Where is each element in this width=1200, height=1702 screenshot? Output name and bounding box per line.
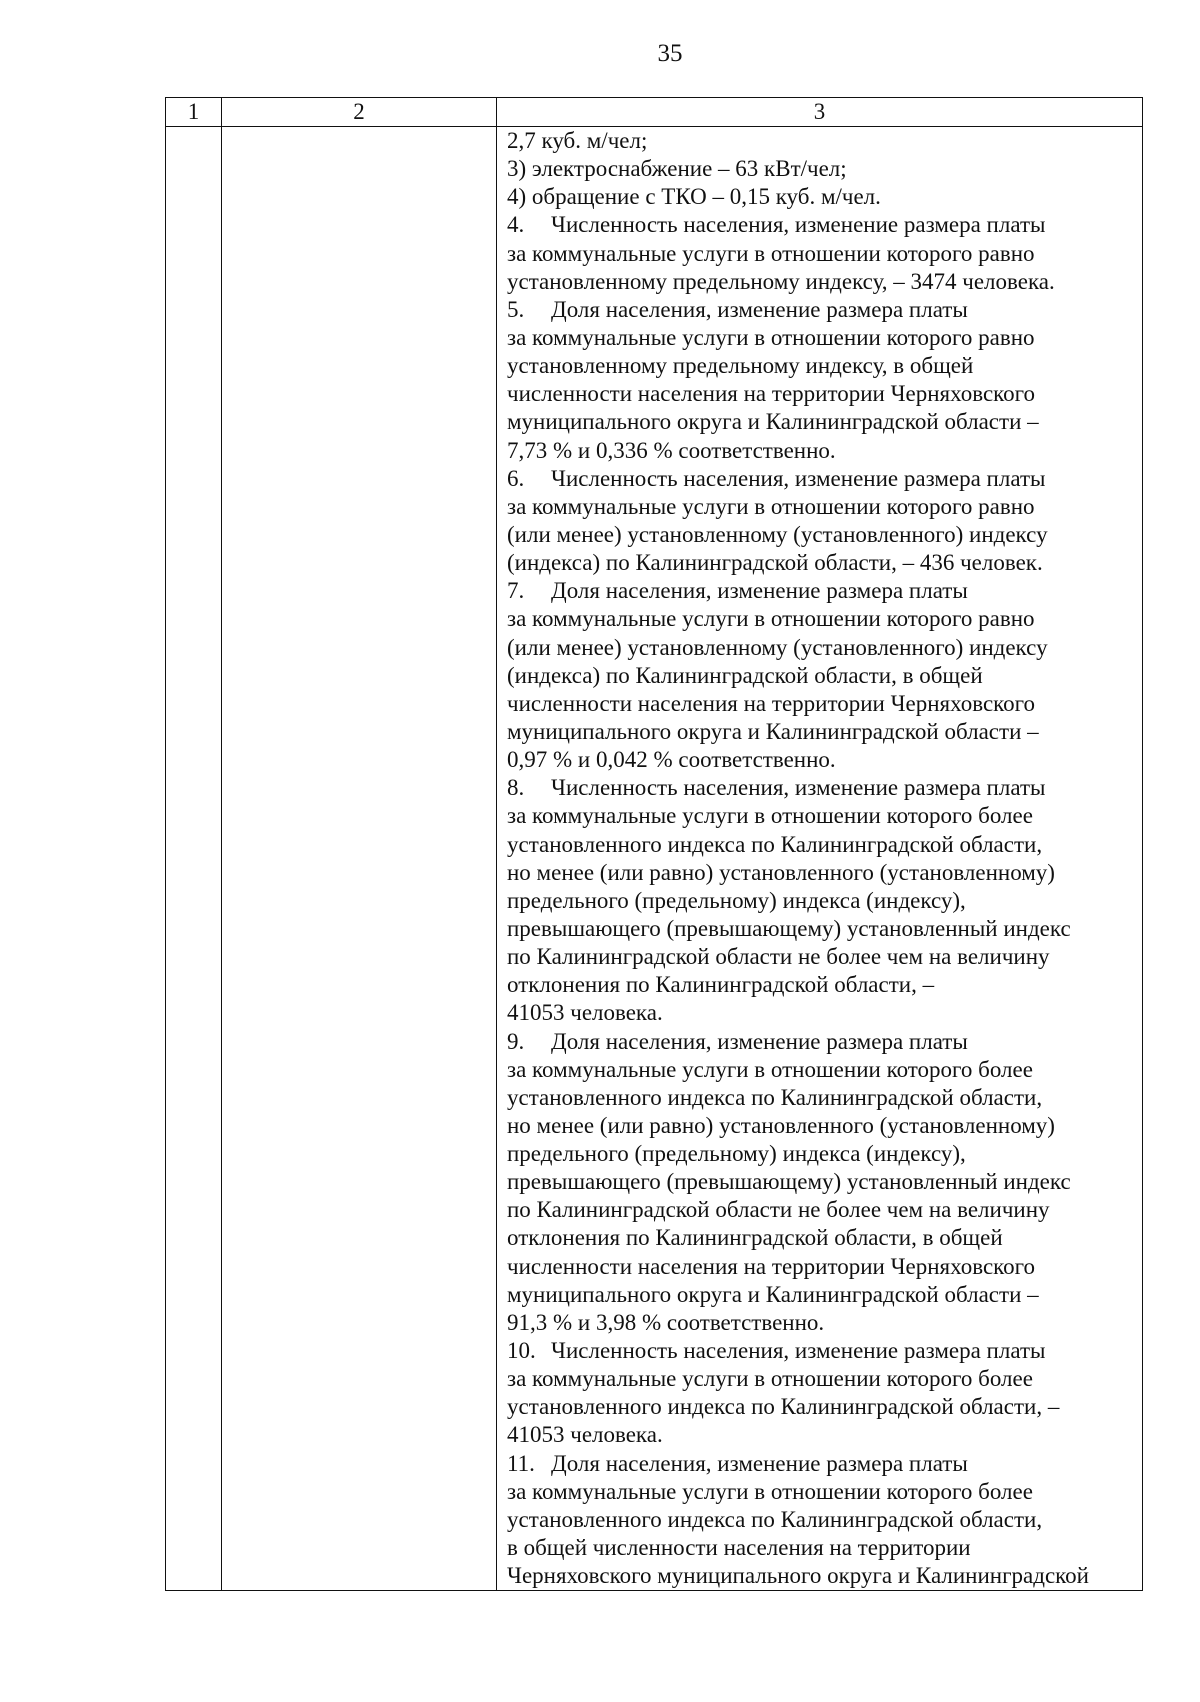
text-line [507, 268, 1138, 296]
line-text: Доля населения, изменение размера платы [551, 296, 968, 322]
item-number: 5. [507, 296, 525, 322]
table-body-row [166, 127, 1143, 1591]
text-line [507, 324, 1138, 352]
text-line [507, 774, 1138, 802]
line-text: (или менее) установленному (установленного) индексу [507, 634, 1048, 660]
line-text: численности населения на территории Черняховского [507, 690, 1036, 716]
line-text: Доля населения, изменение размера платы [551, 578, 968, 604]
text-line [507, 1084, 1138, 1112]
line-text: за коммунальные услуги в отношении которого более [507, 1478, 1033, 1504]
text-line [507, 521, 1138, 549]
item-number: 10. [507, 1338, 536, 1364]
page-number: 35 [657, 40, 683, 67]
table-header-row [166, 98, 1143, 127]
line-text: муниципального округа и Калининградской области – [507, 1281, 1039, 1307]
line-text: за коммунальные услуги в отношении которого равно [507, 493, 1035, 519]
document-table [165, 97, 1143, 1591]
text-line [507, 1337, 1138, 1365]
text-line [507, 577, 1138, 605]
text-line [507, 183, 1138, 211]
text-line [507, 1506, 1138, 1534]
text-line [507, 746, 1138, 774]
line-text: Доля населения, изменение размера платы [551, 1450, 968, 1476]
text-line [507, 408, 1138, 436]
line-text: (или менее) установленному (установленного) индексу [507, 521, 1048, 547]
line-text: установленному предельному индексу, – 3474 человека. [507, 268, 1055, 294]
text-line [507, 1028, 1138, 1056]
text-line [507, 662, 1138, 690]
line-text: установленного индекса по Калининградской области, – [507, 1394, 1060, 1420]
line-text: 41053 человека. [507, 1422, 663, 1448]
line-text: муниципального округа и Калининградской области – [507, 718, 1039, 744]
text-line [507, 465, 1138, 493]
text-line [507, 1421, 1138, 1449]
line-text: (индекса) по Калининградской области, – 436 человек. [507, 550, 1043, 576]
text-line [507, 605, 1138, 633]
text-line [507, 1140, 1138, 1168]
line-text: (индекса) по Калининградской области, в общей [507, 662, 983, 688]
line-text: но менее (или равно) установленного (установленному) [507, 1112, 1055, 1138]
text-line [507, 971, 1138, 999]
text-line [507, 1478, 1138, 1506]
line-text: предельного (предельному) индекса (индексу), [507, 887, 966, 913]
text-line [507, 155, 1138, 183]
line-text: установленному предельному индексу, в общей [507, 353, 974, 379]
text-line [507, 1168, 1138, 1196]
text-line [507, 1224, 1138, 1252]
text-line [507, 915, 1138, 943]
column-header-2: 2 [222, 98, 497, 127]
text-line [507, 1562, 1138, 1590]
line-text: 3) электроснабжение – 63 кВт/чел; [507, 156, 847, 182]
line-text: Численность населения, изменение размера платы [551, 212, 1046, 238]
item-number: 7. [507, 578, 525, 604]
text-line [507, 1196, 1138, 1224]
line-text: численности населения на территории Черняховского [507, 1253, 1036, 1279]
text-line [507, 1281, 1138, 1309]
item-number: 6. [507, 465, 525, 491]
line-text: Доля населения, изменение размера платы [551, 1028, 968, 1054]
line-text: муниципального округа и Калининградской области – [507, 409, 1039, 435]
line-text: установленного индекса по Калининградской области, [507, 1506, 1043, 1532]
text-line [507, 211, 1138, 239]
line-text: за коммунальные услуги в отношении которого более [507, 1056, 1033, 1082]
text-line [507, 1393, 1138, 1421]
line-text: установленного индекса по Калининградской области, [507, 1084, 1043, 1110]
text-line [507, 859, 1138, 887]
text-line [507, 493, 1138, 521]
line-text: за коммунальные услуги в отношении которого равно [507, 240, 1035, 266]
line-text: за коммунальные услуги в отношении которого равно [507, 324, 1035, 350]
line-text: по Калининградской области не более чем на величину [507, 944, 1050, 970]
column-1-cell [166, 127, 222, 1591]
line-text: 7,73 % и 0,336 % соответственно. [507, 437, 836, 463]
line-text: Черняховского муниципального округа и Калининградской [507, 1563, 1089, 1589]
text-line [507, 352, 1138, 380]
text-line [507, 802, 1138, 830]
line-text: превышающего (превышающему) установленный индекс [507, 915, 1071, 941]
text-line [507, 1450, 1138, 1478]
column-header-3: 3 [497, 98, 1143, 127]
item-number: 8. [507, 775, 525, 801]
text-line [507, 690, 1138, 718]
text-line [507, 999, 1138, 1027]
item-number: 9. [507, 1028, 525, 1054]
text-line [507, 437, 1138, 465]
line-text: за коммунальные услуги в отношении которого более [507, 1366, 1033, 1392]
line-text: Численность населения, изменение размера платы [551, 465, 1046, 491]
line-text: предельного (предельному) индекса (индексу), [507, 1141, 966, 1167]
text-line [507, 127, 1138, 155]
line-text: численности населения на территории Черняховского [507, 381, 1036, 407]
text-line [507, 1365, 1138, 1393]
column-3-cell [497, 127, 1143, 1591]
text-line [507, 943, 1138, 971]
line-text: 2,7 куб. м/чел; [507, 128, 648, 153]
text-line [507, 1534, 1138, 1562]
line-text: 4) обращение с ТКО – 0,15 куб. м/чел. [507, 184, 881, 210]
line-text: 41053 человека. [507, 1000, 663, 1026]
line-text: установленного индекса по Калининградской области, [507, 831, 1043, 857]
text-line [507, 296, 1138, 324]
line-text: за коммунальные услуги в отношении которого равно [507, 606, 1035, 632]
text-line [507, 1056, 1138, 1084]
text-line [507, 1112, 1138, 1140]
text-line [507, 887, 1138, 915]
column-2-cell [222, 127, 497, 1591]
line-text: 0,97 % и 0,042 % соответственно. [507, 747, 836, 773]
line-text: отклонения по Калининградской области, в общей [507, 1225, 1003, 1251]
item-number: 11. [507, 1450, 535, 1476]
line-text: отклонения по Калининградской области, – [507, 972, 935, 998]
text-line [507, 380, 1138, 408]
text-line [507, 1253, 1138, 1281]
text-line [507, 831, 1138, 859]
column-header-1: 1 [166, 98, 222, 127]
line-text: в общей численности населения на территории [507, 1535, 971, 1561]
line-text: Численность населения, изменение размера платы [551, 1338, 1046, 1364]
text-line [507, 634, 1138, 662]
line-text: по Калининградской области не более чем на величину [507, 1197, 1050, 1223]
text-line [507, 718, 1138, 746]
line-text: Численность населения, изменение размера платы [551, 775, 1046, 801]
line-text: 91,3 % и 3,98 % соответственно. [507, 1309, 825, 1335]
line-text: за коммунальные услуги в отношении которого более [507, 803, 1033, 829]
line-text: но менее (или равно) установленного (установленному) [507, 859, 1055, 885]
text-line [507, 549, 1138, 577]
item-number: 4. [507, 212, 525, 238]
line-text: превышающего (превышающему) установленный индекс [507, 1169, 1071, 1195]
text-line [507, 1309, 1138, 1337]
text-line [507, 240, 1138, 268]
